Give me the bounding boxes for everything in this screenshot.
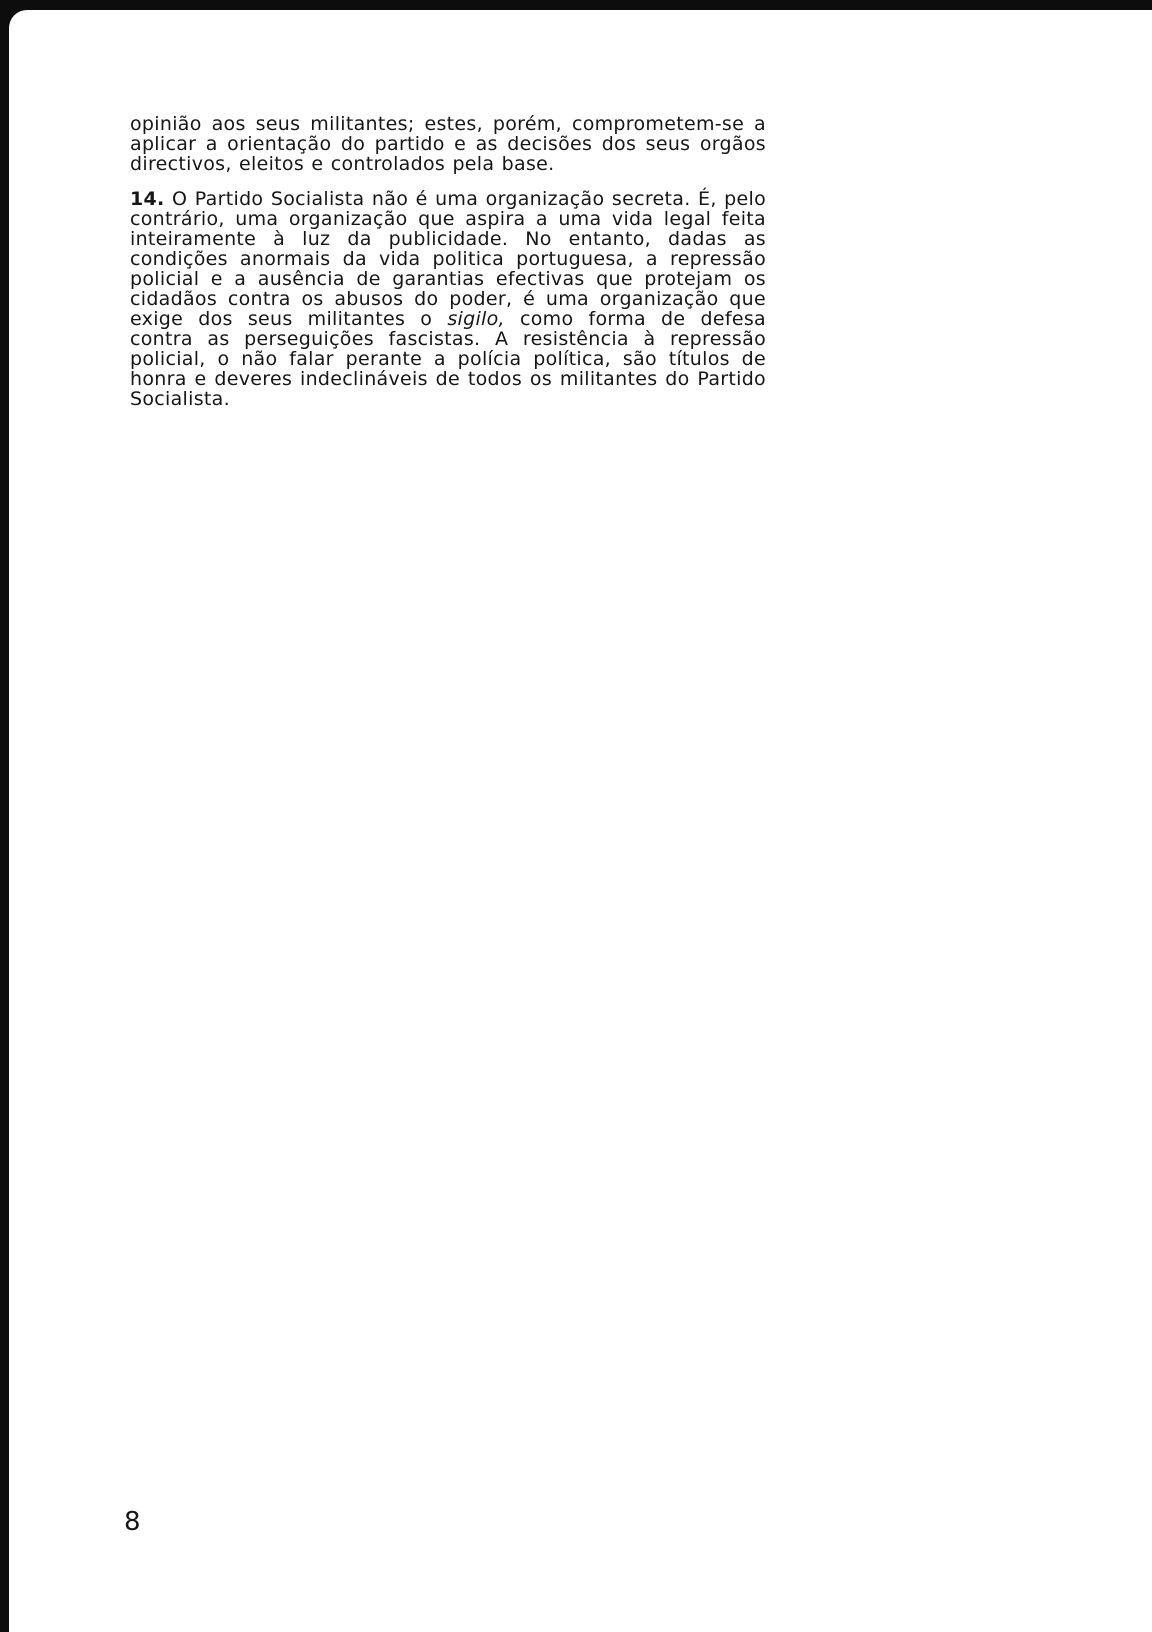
paragraph-text-part-1: O Partido Socialista não é uma organização secreta. É, pelo contrário, uma organização que aspira a uma vida legal feita inteiramente à luz da publicidade. No entanto, dadas as condições anormais da vida politica portuguesa, a repressão policial e a ausência de garantias efectivas que protejam os cidadãos contra os abusos do poder, é uma organização que exige dos seus militantes o (130, 188, 766, 330)
paragraph-continuation: opinião aos seus militantes; estes, porém, comprometem-se a aplicar a orientação do partido e as decisões dos seus orgãos directivos, eleitos e controlados pela base. (130, 113, 766, 175)
page-number: 8 (124, 1507, 141, 1537)
scan-border-top (0, 0, 1152, 10)
scan-border-left (0, 0, 9, 1632)
paragraph-number: 14. (130, 188, 165, 210)
body-text (130, 114, 766, 424)
emphasis-sigilo: sigilo, (447, 308, 505, 330)
paragraph-text-part-2: como forma de defesa contra as perseguições fascistas. A resistência à repressão policial, o não falar perante a polícia política, são títulos de honra e deveres indeclináveis de todos os militantes do Partido Socialista. (130, 308, 766, 410)
paragraph-14 (130, 189, 766, 409)
